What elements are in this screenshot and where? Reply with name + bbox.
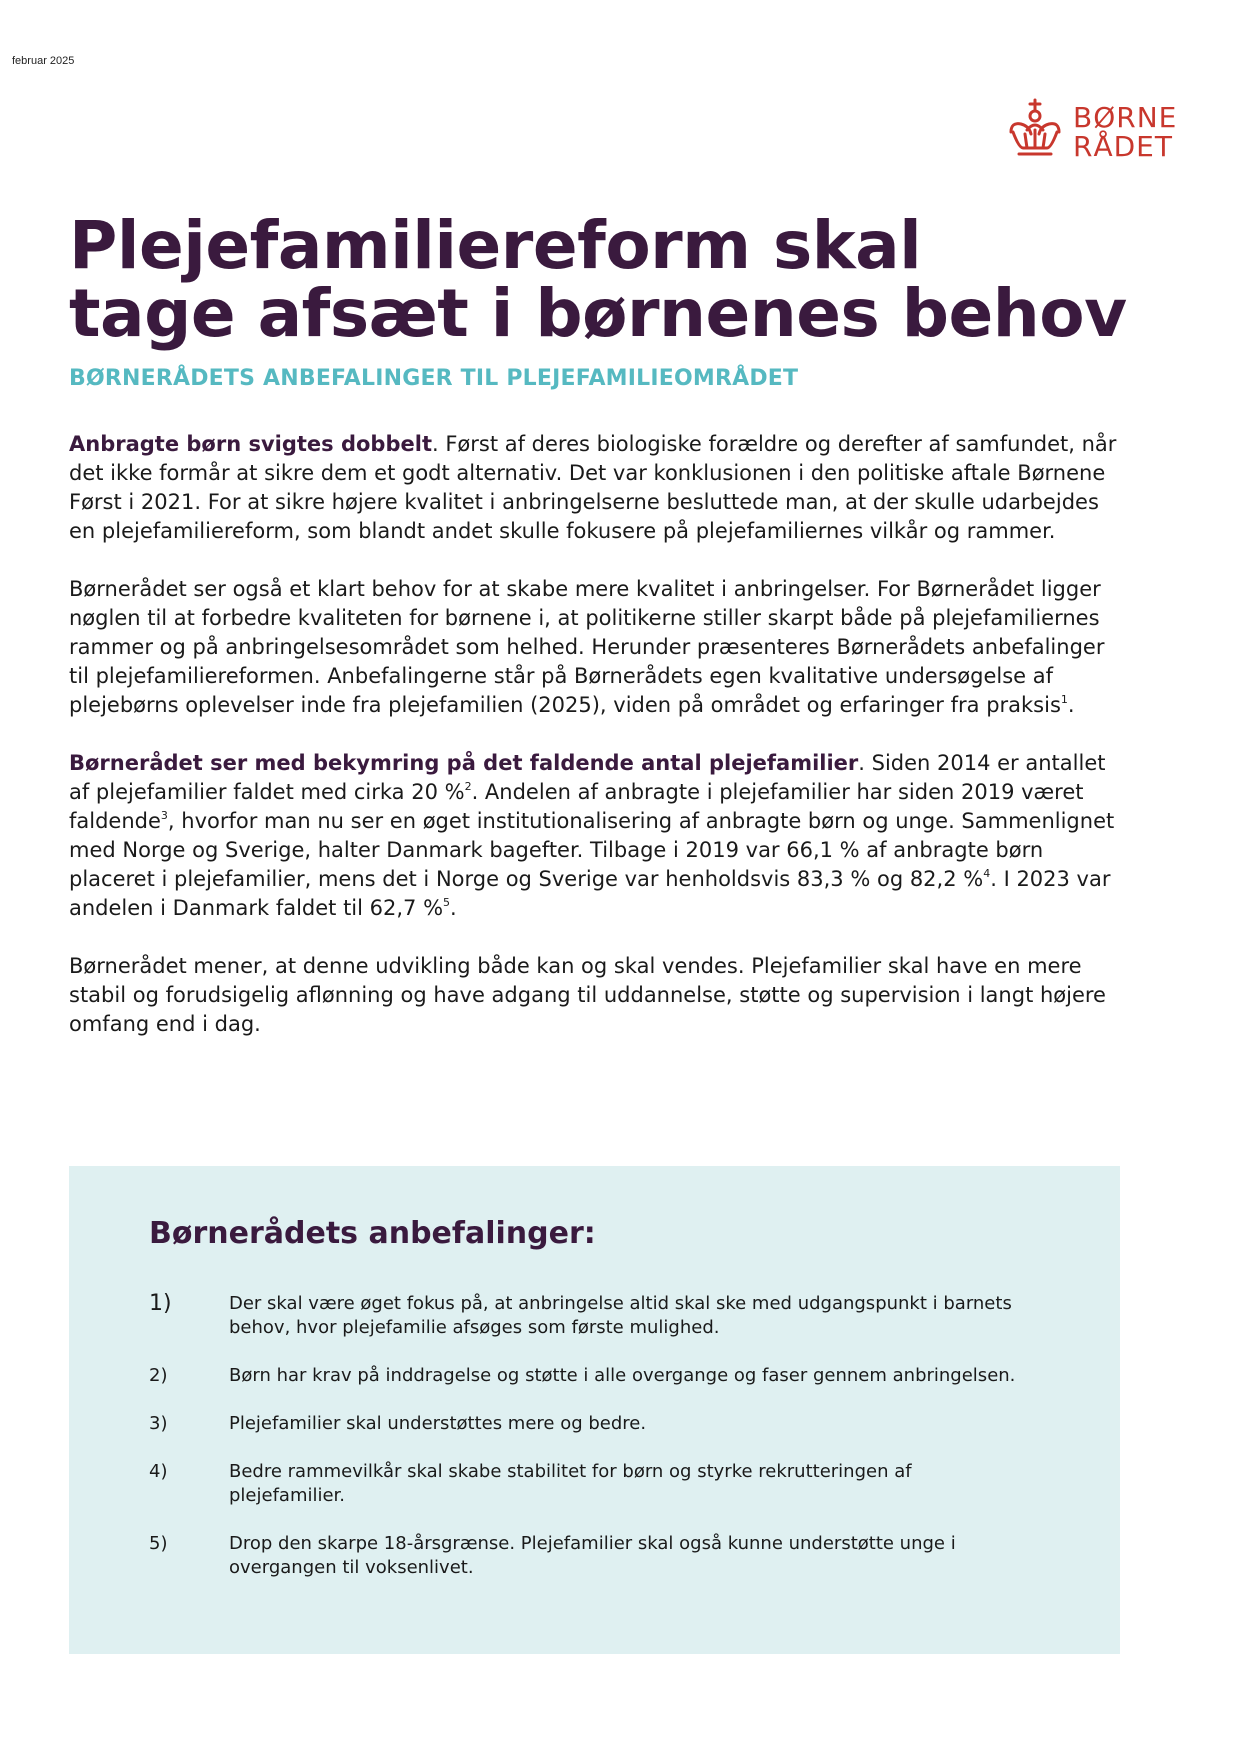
recommendation-number: 3) <box>149 1413 168 1434</box>
recommendation-number: 2) <box>149 1365 168 1386</box>
recommendation-text: Plejefamilier skal understøttes mere og bedre. <box>229 1413 647 1434</box>
paragraph-4 <box>69 952 1129 1039</box>
recommendation-number: 1) <box>149 1291 172 1316</box>
footnote-ref-1[interactable]: 1 <box>1060 693 1068 706</box>
recommendations-heading: Børnerådets anbefalinger: <box>149 1216 596 1251</box>
footnote-ref-5[interactable]: 5 <box>443 896 451 909</box>
logo-line-2: RÅDET <box>1073 130 1173 163</box>
document-date: februar 2025 <box>12 55 75 67</box>
paragraph-3-text-5: . <box>450 896 457 920</box>
paragraph-3-lead: Børnerådet ser med bekymring på det faldende antal plejefamilier <box>69 751 859 775</box>
recommendation-item <box>149 1292 1049 1340</box>
recommendation-text: Bedre rammevilkår skal skabe stabilitet for børn og styrke rekrutteringen af plejefamilier. <box>229 1461 912 1506</box>
page-title <box>69 207 1149 352</box>
paragraph-2-end: . <box>1067 693 1075 717</box>
recommendation-item <box>149 1532 1049 1580</box>
body-text <box>69 430 1129 1068</box>
paragraph-3 <box>69 749 1129 923</box>
paragraph-2-text: Børnerådet ser også et klart behov for at skabe mere kvalitet i anbringelser. For Børnerådet ligger nøglen til at forbedre kvaliteten for børnene i, at politikerne stiller skarpt både på plejefamiliernes rammer og på anbringelsesområdet som helhed. Herunder præsenteres Børnerådets anbefalinger til plejefamiliereformen. Anbefalingerne står på Børnerådets egen kvalitative undersøgelse af plejebørns oplevelser inde fra plejefamilien (2025), viden på området og erfaringer fra praksis <box>69 577 1105 717</box>
paragraph-3-text-1: . Siden 2014 er antallet af plejefamilier faldet med cirka 20 % <box>69 751 1106 804</box>
paragraph-3-text-4: . I 2023 var andelen i Danmark faldet til 62,7 % <box>69 867 1111 920</box>
logo <box>1005 98 1185 166</box>
paragraph-1 <box>69 430 1129 546</box>
page-subtitle: BØRNERÅDETS ANBEFALINGER TIL PLEJEFAMILIEOMRÅDET <box>69 366 799 391</box>
recommendation-item <box>149 1460 1049 1508</box>
paragraph-2 <box>69 575 1129 720</box>
title-line-2: tage afsæt i børnenes behov <box>69 275 1127 352</box>
recommendation-number: 5) <box>149 1533 168 1554</box>
recommendation-item <box>149 1412 1049 1436</box>
crown-icon <box>1005 98 1065 166</box>
recommendation-text: Drop den skarpe 18-årsgrænse. Plejefamilier skal også kunne understøtte unge i overgangen til voksenlivet. <box>229 1533 956 1578</box>
paragraph-3-text-3: , hvorfor man nu ser en øget institutionalisering af anbragte børn og unge. Sammenlignet med Norge og Sverige, halter Danmark bagefter. Tilbage i 2019 var 66,1 % af anbragte børn placeret i plejefamilier, mens det i Norge og Sverige var henholdsvis 83,3 % og 82,2 % <box>69 809 1115 891</box>
logo-line-1: BØRNE <box>1073 101 1178 134</box>
recommendation-text: Børn har krav på inddragelse og støtte i alle overgange og faser gennem anbringelsen. <box>229 1365 1016 1386</box>
footnote-ref-2[interactable]: 2 <box>464 780 472 793</box>
paragraph-4-text: Børnerådet mener, at denne udvikling både kan og skal vendes. Plejefamilier skal have en mere stabil og forudsigelig aflønning og have adgang til uddannelse, støtte og supervision i langt højere omfang end i dag. <box>69 954 1106 1036</box>
paragraph-1-lead: Anbragte børn svigtes dobbelt <box>69 432 432 456</box>
logo-wordmark <box>1073 103 1177 161</box>
paragraph-1-text: . Først af deres biologiske forældre og derefter af samfundet, når det ikke formår at sikre dem et godt alternativ. Det var konklusionen i den politiske aftale Børnene Først i 2021. For at sikre højere kvalitet i anbringelserne besluttede man, at der skulle udarbejdes en plejefamiliereform, som blandt andet skulle fokusere på plejefamiliernes vilkår og rammer. <box>69 432 1117 543</box>
footnote-ref-3[interactable]: 3 <box>160 809 168 822</box>
paragraph-3-text-2: . Andelen af anbragte i plejefamilier har siden 2019 været faldende <box>69 780 1084 833</box>
recommendations-box <box>69 1166 1120 1654</box>
recommendation-number: 4) <box>149 1461 168 1482</box>
recommendation-item <box>149 1364 1049 1388</box>
footnote-ref-4[interactable]: 4 <box>983 867 991 880</box>
recommendation-text: Der skal være øget fokus på, at anbringelse altid skal ske med udgangspunkt i barnets behov, hvor plejefamilie afsøges som første mulighed. <box>229 1293 1012 1338</box>
title-line-1: Plejefamiliereform skal <box>69 207 922 284</box>
